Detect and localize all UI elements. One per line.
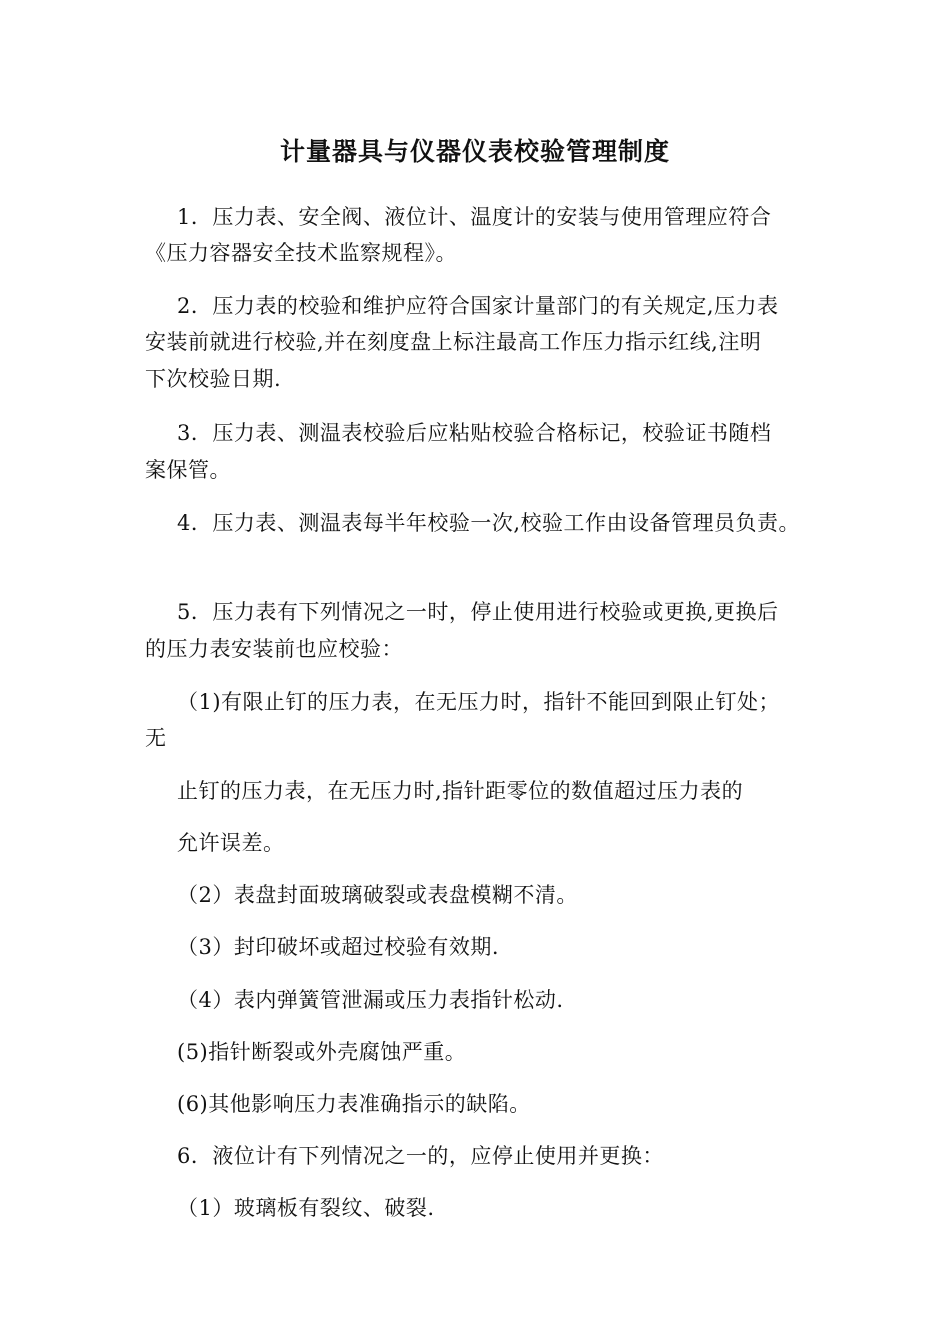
text-line: 5．压力表有下列情况之一时，停止使用进行校验或更换,更换后 [177,600,779,624]
text-line: （4）表内弹簧管泄漏或压力表指针松动. [177,988,564,1012]
text-line: 6．液位计有下列情况之一的，应停止使用并更换： [177,1144,664,1168]
text-line: （2）表盘封面玻璃破裂或表盘模糊不清。 [177,883,578,907]
text-line: （3）封印破坏或超过校验有效期. [177,935,500,959]
text-line: (5)指针断裂或外壳腐蚀严重。 [177,1040,467,1064]
text-line: 案保管。 [145,458,231,482]
text-line: 无 [145,726,167,750]
text-line: 安装前就进行校验,并在刻度盘上标注最高工作压力指示红线,注明 [145,330,762,354]
text-line: 1．压力表、安全阀、液位计、温度计的安装与使用管理应符合 [177,205,772,229]
text-line: 3．压力表、测温表校验后应粘贴校验合格标记，校验证书随档 [177,421,772,445]
text-line: （1）玻璃板有裂纹、破裂. [177,1196,435,1220]
text-line: 的压力表安装前也应校验： [145,637,403,661]
text-line: （1)有限止钉的压力表，在无压力时，指针不能回到限止钉处； [177,690,781,714]
page-title: 计量器具与仪器仪表校验管理制度 [279,137,670,166]
text-line: (6)其他影响压力表准确指示的缺陷。 [177,1092,531,1116]
text-line: 允许误差。 [177,831,285,855]
text-line: 4．压力表、测温表每半年校验一次,校验工作由设备管理员负责。 [177,511,801,535]
text-line: 《压力容器安全技术监察规程》。 [145,241,457,265]
text-line: 2．压力表的校验和维护应符合国家计量部门的有关规定,压力表 [177,294,779,318]
text-line: 止钉的压力表，在无压力时,指针距零位的数值超过压力表的 [177,779,744,803]
text-line: 下次校验日期. [145,367,282,391]
